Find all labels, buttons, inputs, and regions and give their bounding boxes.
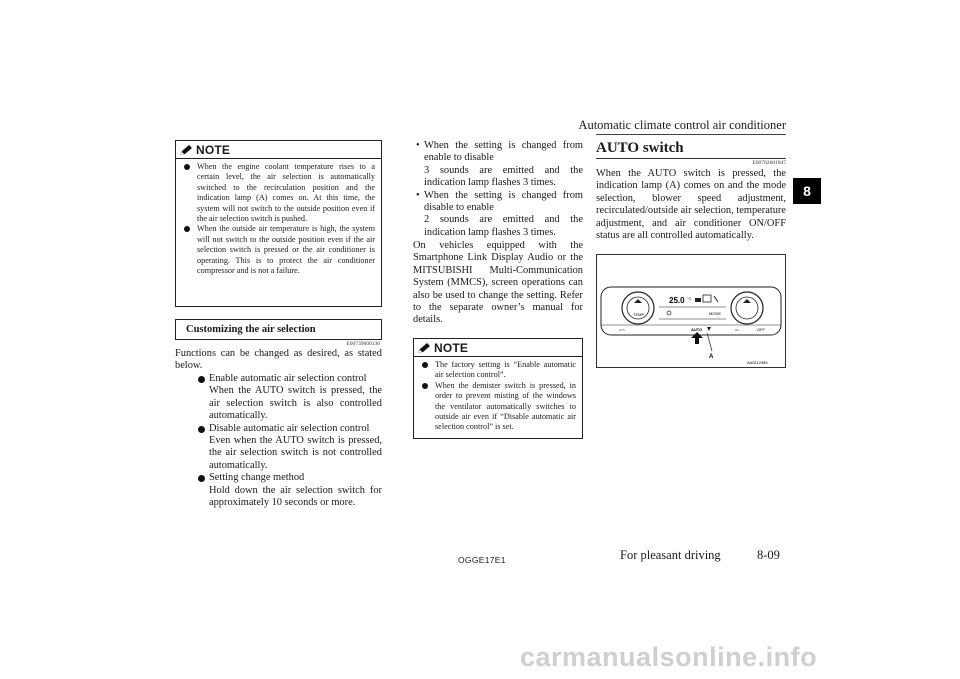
- svg-text:▭∿: ▭∿: [619, 328, 626, 332]
- figure-id: AA0112385: [747, 360, 768, 365]
- customizing-intro: Functions can be changed as desired, as stated below.: [175, 348, 382, 372]
- section-heading-auto-switch: AUTO switch: [596, 140, 684, 156]
- auto-switch-text: When the AUTO switch is pressed, the indication lamp (A) comes on and the mode selection, blower speed adjustment, recirculated/outside air selection, temperature adjustment, and air conditioner ON/OFF status are all controlled automatically.: [596, 168, 786, 242]
- note-item: When the demister switch is pressed, in order to prevent misting of the windows the ventilator automatically switches to outside air even if “Disable automatic air selection control” is set.: [422, 381, 576, 433]
- running-header: Automatic climate control air conditioner: [578, 118, 786, 132]
- note-item: The factory setting is “Enable automatic air selection control”.: [422, 360, 576, 381]
- note-label: NOTE: [434, 340, 469, 355]
- list-item: Disable automatic air selection control Even when the AUTO switch is pressed, the air selection switch is not controlled automatically.: [198, 423, 382, 473]
- svg-text:°C: °C: [687, 296, 692, 301]
- note-header: [176, 141, 381, 159]
- note-box-2: [413, 338, 583, 439]
- customizing-list: [198, 373, 382, 509]
- climate-panel-figure: [596, 254, 786, 368]
- chapter-tab: 8: [793, 178, 821, 204]
- note-label: NOTE: [196, 142, 231, 157]
- pencil-icon: [179, 144, 193, 156]
- note-list: [414, 357, 582, 437]
- list-item: Setting change method Hold down the air selection switch for approximately 10 seconds or more.: [198, 472, 382, 509]
- list-item: • When the setting is changed from disable to enable 2 sounds are emitted and the indication lamp flashes 3 times.: [416, 189, 583, 238]
- callout-a: A: [709, 354, 714, 360]
- footer-code: OGGE17E1: [458, 555, 506, 565]
- display-temperature: 25.0: [669, 296, 685, 305]
- note-list: [176, 159, 381, 280]
- page-number: 8-09: [757, 548, 780, 562]
- mode-label: MODE: [709, 311, 721, 316]
- note-item: When the outside air temperature is high, the system will not switch to the outside position even if the air selection switch is pressed or the air conditioner is operating. This is to protect the air conditioner compressor and is not a failure.: [184, 224, 375, 276]
- header-rule: [596, 134, 786, 135]
- temp-label: TEMP: [633, 312, 645, 317]
- svg-text:▭: ▭: [735, 327, 739, 332]
- section-code: E00702601047: [752, 160, 786, 166]
- heading-rule: [596, 158, 786, 159]
- auto-label: AUTO: [691, 327, 703, 332]
- note-item: When the engine coolant temperature rises to a certain level, the air selection is automatically switched to the recirculation position and the indication lamp (A) comes on. At this time, the system will not switch to the outside position even if the air selection switch is pushed.: [184, 162, 375, 224]
- pointer-arrow-icon: [691, 332, 703, 344]
- setting-change-list: [415, 140, 583, 239]
- footer-section: For pleasant driving: [620, 548, 721, 562]
- list-item: Enable automatic air selection control When the AUTO switch is pressed, the air selection switch is also controlled automatically.: [198, 373, 382, 423]
- note-box-1: [175, 140, 382, 307]
- list-item: • When the setting is changed from enable to disable 3 sounds are emitted and the indication lamp flashes 3 times.: [416, 140, 583, 189]
- section-heading-customizing: Customizing the air selection: [175, 319, 382, 340]
- note-header: [414, 339, 582, 357]
- mmcs-paragraph: On vehicles equipped with the Smartphone Link Display Audio or the MITSUBISHI Multi-Communication System (MMCS), screen operations can also be used to change the setting. Refer to the separate owner’s manual for details.: [413, 240, 583, 326]
- pencil-icon: [417, 342, 431, 354]
- watermark: carmanualsonline.info: [520, 642, 818, 672]
- section-code: E00739600136: [346, 341, 380, 347]
- off-label: OFF: [757, 327, 765, 332]
- climate-panel-illustration: [597, 255, 785, 367]
